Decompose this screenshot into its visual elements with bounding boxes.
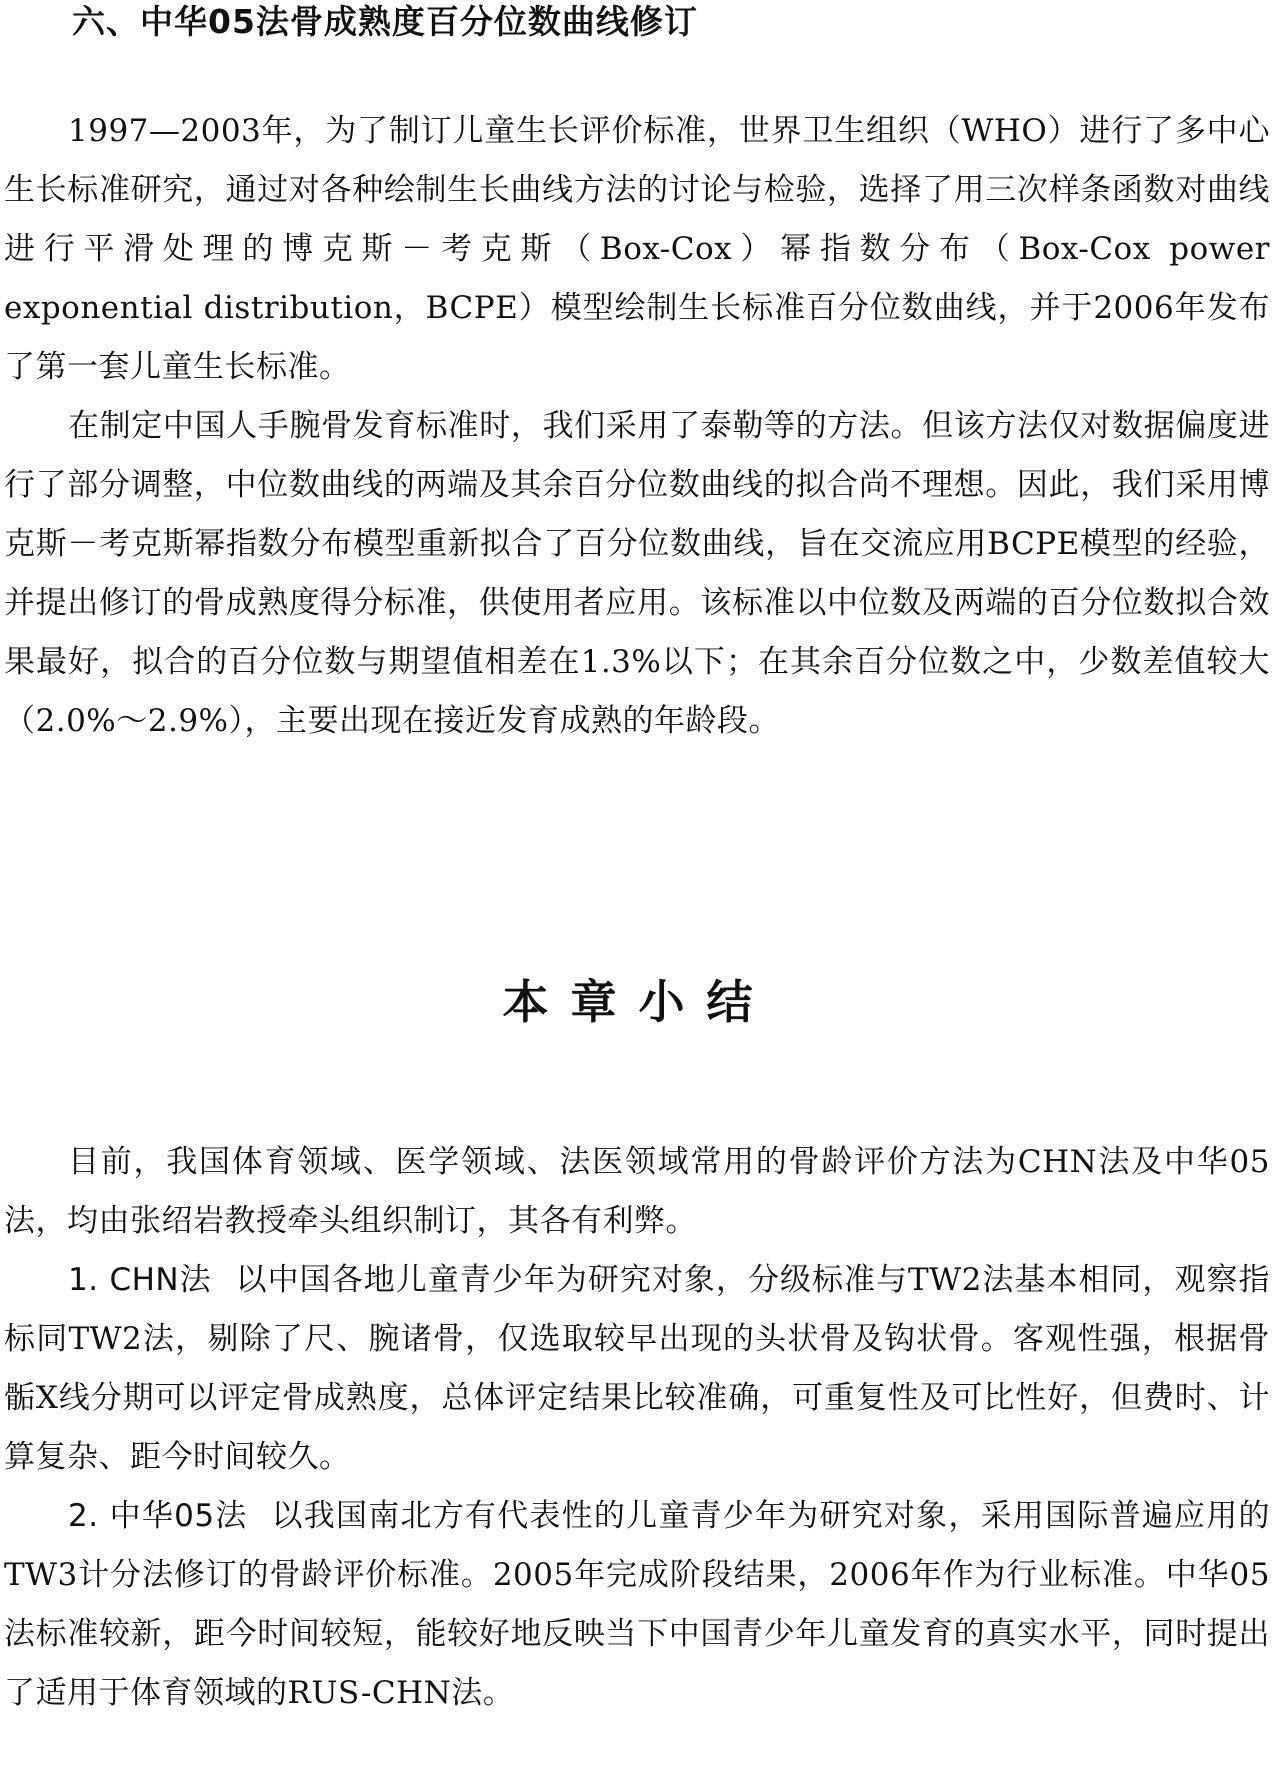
section-body [4,102,1270,751]
summary-body [4,1133,1270,1723]
section-paragraph-1: 1997—2003年，为了制订儿童生长评价标准，世界卫生组织（WHO）进行了多中心生长标准研究，通过对各种绘制生长曲线方法的讨论与检验，选择了用三次样条函数对曲线进行平滑处理的博克斯－考克斯（Box-Cox）幂指数分布（Box-Cox power exponential distribution，BCPE）模型绘制生长标准百分位数曲线，并于2006年发布了第一套儿童生长标准。 [4,113,1270,385]
chapter-summary-title: 本章小结 [502,975,775,1029]
summary-item-2-text: 以我国南北方有代表性的儿童青少年为研究对象，采用国际普遍应用的TW3计分法修订的骨龄评价标准。2005年完成阶段结果，2006年作为行业标准。中华05法标准较新，距今时间较短，能较好地反映当下中国青少年儿童发育的真实水平，同时提出了适用于体育领域的RUS-CHN法。 [4,1498,1270,1711]
section-heading: 六、中华05法骨成熟度百分位数曲线修订 [72,2,698,41]
summary-item-2 [4,1487,1270,1723]
summary-item-2-head: 2. 中华05法 [68,1498,248,1534]
summary-item-1-text: 以中国各地儿童青少年为研究对象，分级标准与TW2法基本相同，观察指标同TW2法，剔除了尺、腕诸骨，仅选取较早出现的头状骨及钩状骨。客观性强，根据骨骺X线分期可以评定骨成熟度，总体评定结果比较准确，可重复性及可比性好，但费时、计算复杂、距今时间较久。 [4,1262,1270,1475]
section-paragraph-2: 在制定中国人手腕骨发育标准时，我们采用了泰勒等的方法。但该方法仅对数据偏度进行了部分调整，中位数曲线的两端及其余百分位数曲线的拟合尚不理想。因此，我们采用博克斯－考克斯幂指数分布模型重新拟合了百分位数曲线，旨在交流应用BCPE模型的经验，并提出修订的骨成熟度得分标准，供使用者应用。该标准以中位数及两端的百分位数拟合效果最好，拟合的百分位数与期望值相差在1.3%以下；在其余百分位数之中，少数差值较大（2.0%～2.9%），主要出现在接近发育成熟的年龄段。 [4,408,1270,739]
summary-intro: 目前，我国体育领域、医学领域、法医领域常用的骨龄评价方法为CHN法及中华05法，均由张绍岩教授牵头组织制订，其各有利弊。 [4,1144,1270,1239]
summary-item-1 [4,1251,1270,1487]
summary-item-1-head: 1. CHN法 [68,1262,212,1298]
